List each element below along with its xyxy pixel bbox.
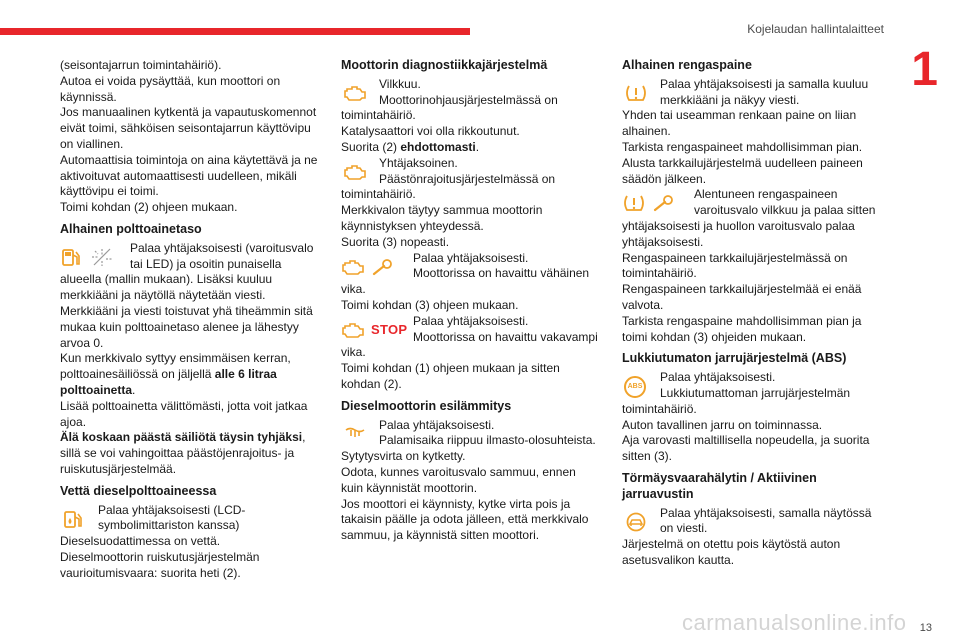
chapter-number: 1	[911, 43, 938, 96]
diag-row-1	[341, 77, 601, 109]
diag-row-2	[341, 156, 601, 188]
abs-row	[622, 370, 882, 402]
tyre-2-lead: Alentuneen rengaspaineen varoitusvalo vilkkuu ja palaa sitten	[694, 187, 876, 218]
diag-3-body: vika. Toimi kohdan (3) ohjeen mukaan.	[341, 282, 519, 312]
engine-icon	[343, 162, 367, 182]
abs-body: toimintahäiriö. Auton tavallinen jarru on toiminnassa. Aja varovasti maltillisella nopeudella, ja suorita sitten (3).	[622, 401, 870, 464]
low-fuel-lead: Palaa yhtäjaksoisesti (varoitusvalo tai LED) ja osoitin punaisella	[130, 240, 314, 271]
heading-low-tyre-pressure: Alhainen rengaspaine	[622, 58, 752, 72]
column-1	[60, 58, 320, 582]
abs-lead: Palaa yhtäjaksoisesti. Lukkiutumattoman jarrujärjestelmän	[660, 370, 851, 400]
low-fuel-bold: alle 6 litraa polttoainetta	[60, 367, 277, 397]
diag-1-bold: ehdottomasti	[400, 139, 476, 154]
heading-abs: Lukkiutumaton jarrujärjestelmä (ABS)	[622, 351, 847, 366]
collision-warning-icon	[624, 512, 648, 532]
page-number: 13	[919, 622, 932, 634]
tyre-1-body: Yhden tai useamman renkaan paine on liian alhainen. Tarkista rengaspaineet mahdollisimman pian. Alusta tarkkailujärjestelmä uudelleen paineen säädön jälkeen.	[622, 108, 863, 186]
heading-preheating: Dieselmoottorin esilämmitys	[341, 398, 512, 413]
tyre-1-lead: Palaa yhtäjaksoisesti ja samalla kuuluu merkkiääni ja näkyy viesti.	[660, 76, 869, 107]
diag-1-text-b: .	[475, 139, 480, 154]
diag-2-lead: Yhtäjaksoinen. Päästönrajoitusjärjestelmässä on	[379, 155, 556, 186]
heading-engine-diagnostics: Moottorin diagnostiikkajärjestelmä	[341, 58, 548, 72]
preheat-body: Sytytysvirta on kytketty. Odota, kunnes varoitusvalo sammuu, ennen kuin käynnistät moottorin. Jos moottori ei käynnisty, kytke virta pois ja takaisin päälle ja odota jälleen, että merkkivalo sammuu, ja käynnistä sitten moottori.	[341, 449, 589, 543]
water-body: Dieselsuodattimessa on vettä. Dieselmoottorin ruiskutusjärjestelmän vaurioitumisvaara: suorita heti (2).	[60, 534, 260, 580]
diag-4-body: vika. Toimi kohdan (1) ohjeen mukaan ja sitten kohdan (2).	[341, 345, 560, 391]
header-red-bar	[0, 28, 470, 35]
water-row	[60, 503, 320, 535]
engine-icon	[341, 320, 365, 340]
tyre-pressure-icon	[624, 83, 648, 103]
tyre-pressure-icon	[622, 193, 646, 213]
preheat-row	[341, 418, 601, 450]
tyre-row-2	[622, 187, 882, 219]
tyre-2-body: yhtäjaksoisesti ja huollon varoitusvalo palaa yhtäjaksoisesti. Rengaspaineen tarkkailujärjestelmässä on toimintahäiriö. Rengaspaineen tarkkailujärjestelmää ei enää valvota. Tarkista rengaspaine mahdollisimman pian ja toimi kohdan (3) ohjeiden mukaan.	[622, 218, 862, 344]
diag-row-4	[341, 314, 601, 346]
collision-lead: Palaa yhtäjaksoisesti, samalla näytössä on viesti.	[660, 505, 872, 536]
led-indicator-icon	[90, 247, 114, 267]
column-2	[341, 58, 601, 544]
low-fuel-warning-bold: Älä koskaan päästä säiliötä täysin tyhjäksi	[60, 430, 303, 445]
collision-row	[622, 506, 882, 538]
diag-row-3	[341, 251, 601, 283]
heading-collision-warning: Törmäysvaarahälytin / Aktiivinen jarruavustin	[622, 470, 817, 501]
glow-plug-icon	[343, 424, 367, 444]
fuel-pump-icon	[60, 247, 84, 267]
diag-3-lead: Palaa yhtäjaksoisesti. Moottorissa on havaittu vähäinen	[413, 250, 590, 281]
heading-water-in-diesel: Vettä dieselpolttoaineessa	[60, 483, 217, 498]
diag-1-lead: Vilkkuu. Moottorinohjausjärjestelmässä on	[379, 76, 558, 107]
preheat-lead: Palaa yhtäjaksoisesti. Palamisaika riippuu ilmasto-olosuhteista.	[379, 417, 596, 448]
low-fuel-warning	[60, 430, 320, 477]
low-fuel-row	[60, 241, 320, 273]
stop-icon: STOP	[371, 321, 408, 337]
water-lead: Palaa yhtäjaksoisesti (LCD-symbolimittariston kanssa)	[98, 502, 246, 533]
diag-2-body: toimintahäiriö. Merkkivalon täytyy sammua moottorin käynnistyksen yhteydessä. Suorita (3) nopeasti.	[341, 187, 543, 249]
water-in-diesel-icon	[62, 509, 86, 529]
low-fuel-warning-text: , sillä se voi vahingoittaa päästöjenrajoitus- ja ruiskutusjärjestelmää.	[60, 430, 306, 476]
low-fuel-text-a: alueella (mallin mukaan). Lisäksi kuuluu merkkiääni ja näytöllä näytetään viesti. Merkkiääni ja viesti toistuvat yhä tiheämmin sitä mukaa kuin polttoainetaso alenee ja lähestyy arvoa 0. Kun merkkivalo syttyy ensimmäisen kerran, polttoainesäiliössä on jäljellä	[60, 272, 313, 382]
engine-icon	[341, 257, 365, 277]
diag-1-text-a: toimintahäiriö. Katalysaattori voi olla rikkoutunut. Suorita (2)	[341, 108, 520, 154]
low-fuel-body	[60, 272, 320, 430]
wrench-icon	[652, 193, 676, 213]
engine-icon	[343, 83, 367, 103]
tyre-row-1	[622, 77, 882, 109]
chapter-title: Kojelaudan hallintalaitteet	[747, 22, 884, 36]
wrench-icon	[371, 257, 395, 277]
diag-1-body	[341, 108, 601, 155]
heading-low-fuel: Alhainen polttoainetaso	[60, 221, 202, 236]
low-fuel-text-b: . Lisää polttoainetta välittömästi, jotta voit jatkaa ajoa.	[60, 382, 308, 429]
watermark: carmanualsonline.info	[682, 610, 907, 635]
intro-text: (seisontajarrun toimintahäiriö). Autoa ei voida pysäyttää, kun moottori on käynnissä. Jos manuaalinen kytkentä ja vapautuskomennot eivät toimi, sähköisen seisontajarrun käyttövipu on viallinen. Automaattisia toimintoja on aina käytettävä ja ne aktivoituvat automaattisesti uudelleen, mikäli käyttövipu ei toimi. Toimi kohdan (2) ohjeen mukaan.	[60, 58, 318, 215]
abs-icon: ABS	[624, 376, 646, 398]
column-3	[622, 58, 882, 569]
diag-4-lead: Palaa yhtäjaksoisesti. Moottorissa on havaittu vakavampi	[413, 313, 598, 344]
collision-body: Järjestelmä on otettu pois käytöstä auton asetusvalikon kautta.	[622, 537, 841, 567]
